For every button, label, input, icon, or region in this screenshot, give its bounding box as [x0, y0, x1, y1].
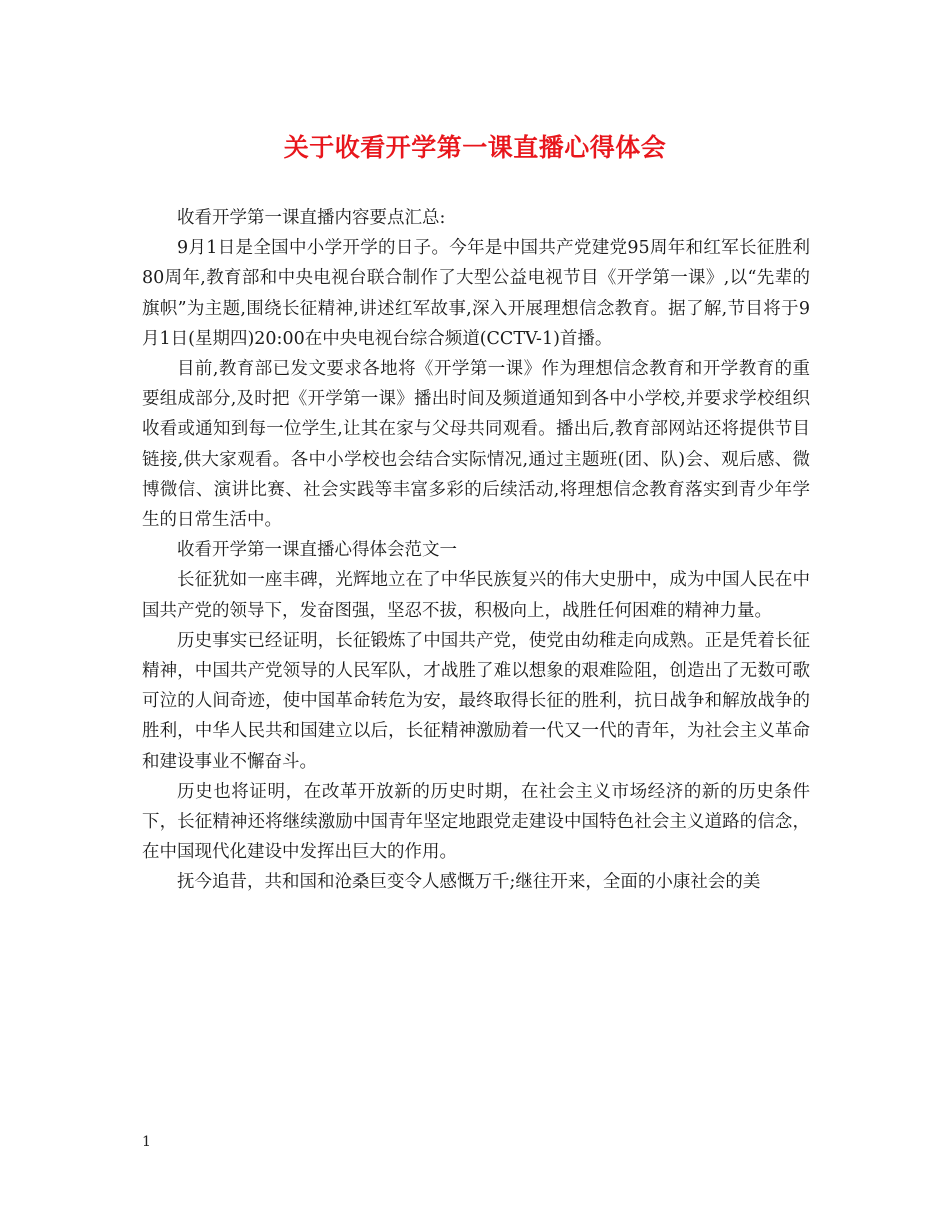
document-title: 关于收看开学第一课直播心得体会: [283, 133, 667, 162]
page-number: 1: [142, 1134, 151, 1150]
paragraph-history-will-prove: 历史也将证明，在改革开放新的历史时期，在社会主义市场经济的新的历史条件下，长征精神还将继续激励中国青年坚定地跟党走建设中国特色社会主义道路的信念，在中国现代化建设中发挥出巨大的作用。: [142, 781, 810, 863]
paragraph-broadcast-info: 9月1日是全国中小学开学的日子。今年是中国共产党建党95周年和红军长征胜利80周年,教育部和中央电视台联合制作了大型公益电视节目《开学第一课》,以“先辈的旗帜”为主题,围绕长征精神,讲述红军故事,深入开展理想信念教育。据了解,节目将于9月1日(星期四)20:00在中央电视台综合频道(CCTV-1)首播。: [142, 238, 810, 349]
paragraph-summary-heading: 收看开学第一课直播内容要点汇总:: [177, 208, 446, 228]
paragraph-long-march-monument: 长征犹如一座丰碑，光辉地立在了中华民族复兴的伟大史册中，成为中国人民在中国共产党的领导下，发奋图强，坚忍不拔，积极向上，战胜任何困难的精神力量。: [142, 570, 810, 621]
paragraph-history-proven: 历史事实已经证明，长征锻炼了中国共产党，使党由幼稚走向成熟。正是凭着长征精神，中国共产党领导的人民军队，才战胜了难以想象的艰难险阻，创造出了无数可歌可泣的人间奇迹，使中国革命转危为安，最终取得长征的胜利，抗日战争和解放战争的胜利，中华人民共和国建立以后，长征精神激励着一代又一代的青年，为社会主义革命和建设事业不懈奋斗。: [142, 630, 810, 772]
paragraph-looking-back: 抚今追昔，共和国和沧桑巨变令人感慨万千;继往开来，全面的小康社会的美: [177, 872, 761, 893]
paragraph-sample-heading: 收看开学第一课直播心得体会范文一: [177, 540, 457, 561]
paragraph-ministry-notice: 目前,教育部已发文要求各地将《开学第一课》作为理想信念教育和开学教育的重要组成部分,及时把《开学第一课》播出时间及频道通知到各中小学校,并要求学校组织收看或通知到每一位学生,让其在家与父母共同观看。播出后,教育部网站还将提供节目链接,供大家观看。各中小学校也会结合实际情况,通过主题班(团、队)会、观后感、微博微信、演讲比赛、社会实践等丰富多彩的后续活动,将理想信念教育落实到青少年学生的日常生活中。: [142, 359, 810, 531]
document-body: [142, 203, 810, 898]
